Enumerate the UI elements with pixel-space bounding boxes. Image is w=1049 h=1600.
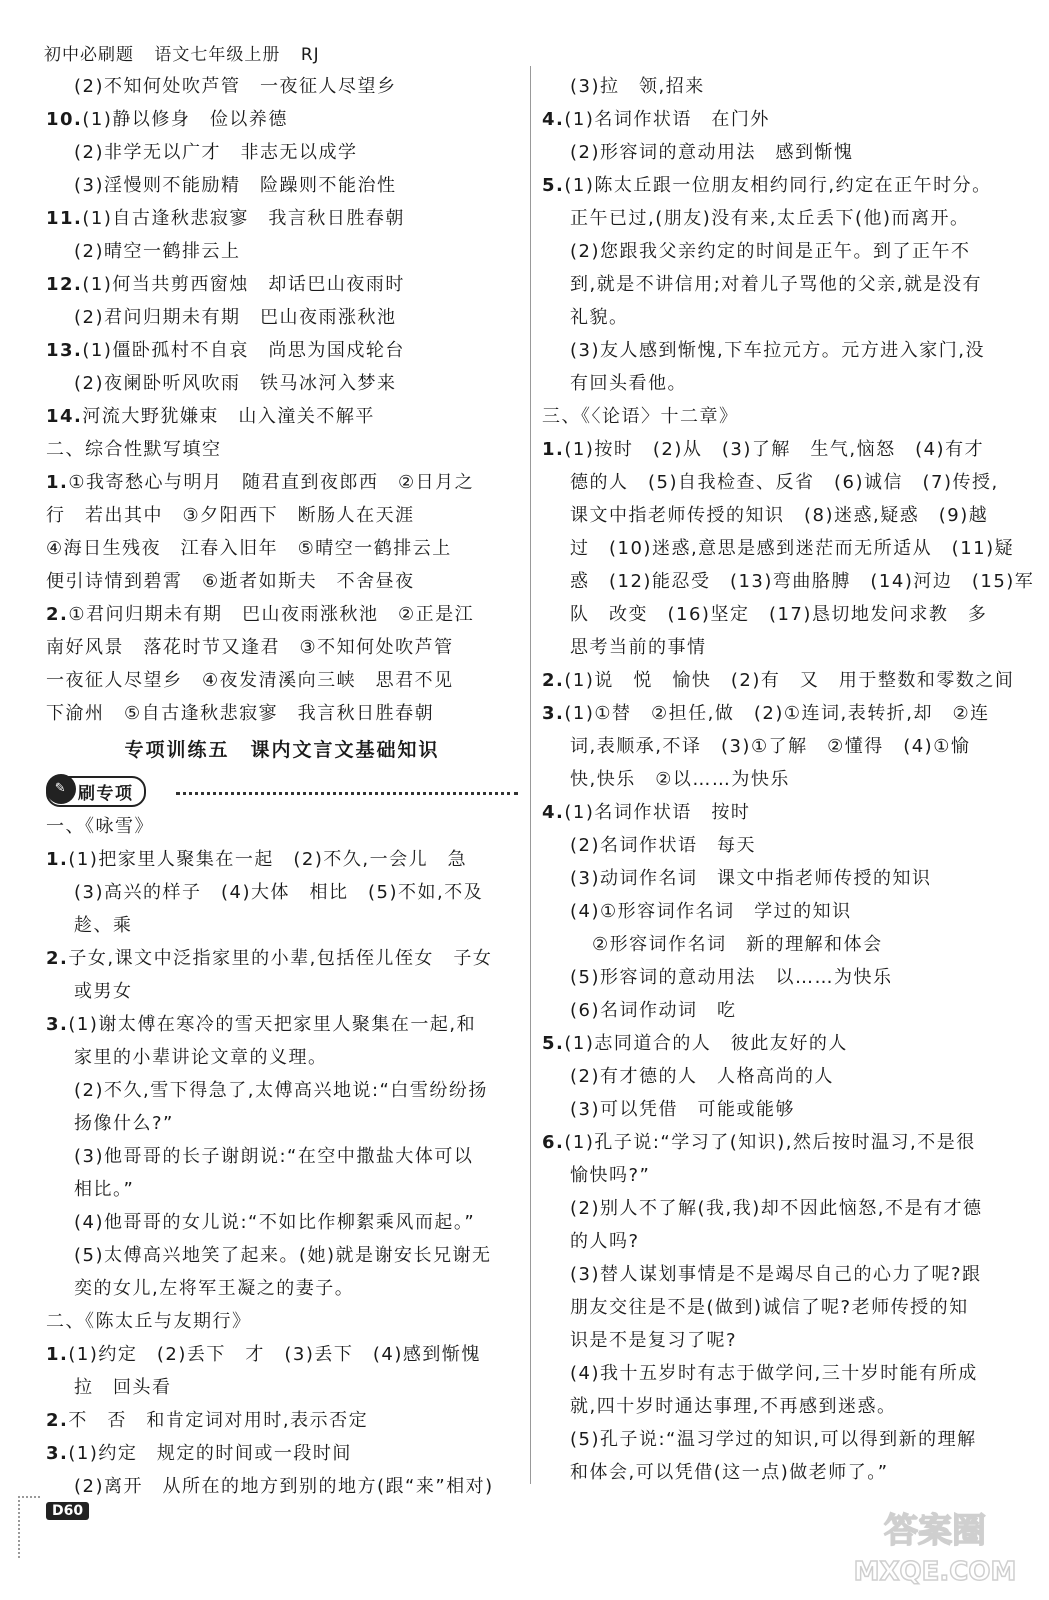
- page-number: D60: [46, 1502, 89, 1520]
- answer-text: 有回头看他。: [570, 373, 687, 394]
- question-number: 2.: [542, 670, 565, 691]
- answer-line: [46, 1239, 518, 1272]
- answer-line: [542, 1258, 1010, 1291]
- answer-line: [542, 367, 1010, 400]
- answer-text: 子女,课文中泛指家里的小辈,包括侄儿侄女 子女: [68, 948, 493, 969]
- answer-text: ④海日生残夜 江春入旧年 ⑤晴空一鹤排云上: [46, 538, 452, 559]
- answer-text: 家里的小辈讲论文章的义理。: [74, 1047, 328, 1068]
- answer-line: [542, 1324, 1010, 1357]
- answer-text: 队 改变 (16)坚定 (17)恳切地发问求教 多: [570, 604, 988, 625]
- answer-line: [46, 1338, 518, 1371]
- answer-line: [46, 565, 518, 598]
- answer-text: 便引诗情到碧霄 ⑥逝者如斯夫 不舍昼夜: [46, 571, 415, 592]
- watermark-logo: [835, 1500, 1035, 1590]
- question-number: 11.: [46, 208, 83, 229]
- answer-text: (2)不知何处吹芦管 一夜征人尽望乡: [74, 76, 397, 97]
- section-title: 专项训练五 课内文言文基础知识: [124, 739, 440, 761]
- answer-line: [46, 499, 518, 532]
- answer-line: [46, 1404, 518, 1437]
- answer-text: 到,就是不讲信用;对着儿子骂他的父亲,就是没有: [570, 274, 983, 295]
- question-number: 5.: [542, 175, 565, 196]
- answer-text: 一、《咏雪》: [46, 816, 154, 837]
- answer-text: (2)非学无以广才 非志无以成学: [74, 142, 358, 163]
- answer-text: (2)晴空一鹤排云上: [74, 241, 241, 262]
- answer-line: [46, 70, 518, 103]
- answer-line: [46, 598, 518, 631]
- question-number: 4.: [542, 109, 565, 130]
- answer-text: (1)僵卧孤村不自哀 尚思为国戍轮台: [82, 340, 405, 361]
- answer-text: (2)别人不了解(我,我)却不因此恼怒,不是有才德: [570, 1198, 983, 1219]
- answer-line: [46, 433, 518, 466]
- answer-text: (3)淫慢则不能励精 险躁则不能治性: [74, 175, 397, 196]
- answer-text: 二、综合性默写填空: [46, 439, 222, 460]
- section-badge-row: [46, 770, 518, 810]
- answer-text: 奕的女儿,左将军王凝之的妻子。: [74, 1278, 355, 1299]
- right-column: [542, 70, 1035, 1489]
- column-divider: [530, 66, 531, 1484]
- answer-line: [542, 301, 1010, 334]
- answer-text: (4)他哥哥的女儿说:“不如比作柳絮乘风而起。”: [74, 1212, 476, 1233]
- answer-line: [46, 334, 518, 367]
- answer-line: [46, 1173, 518, 1206]
- answer-text: (1)名词作状语 按时: [564, 802, 751, 823]
- brush-icon: ✎: [46, 774, 76, 804]
- dotted-rule: [176, 792, 518, 795]
- answer-text: (3)可以凭借 可能或能够: [570, 1099, 795, 1120]
- answer-line: [46, 1074, 518, 1107]
- answer-line: [46, 532, 518, 565]
- answer-line: [46, 1041, 518, 1074]
- answer-text: (3)友人感到惭愧,下车拉元方。元方进入家门,没: [570, 340, 985, 361]
- answer-line: [46, 1206, 518, 1239]
- answer-line: [542, 1291, 1010, 1324]
- question-number: 2.: [46, 948, 69, 969]
- answer-line: [542, 928, 1010, 961]
- answer-text: 和体会,可以凭借(这一点)做老师了。”: [570, 1462, 889, 1483]
- answer-line: [46, 843, 518, 876]
- answer-line: [542, 1390, 1010, 1423]
- answer-line: [542, 1357, 1010, 1390]
- answer-text: (2)名词作状语 每天: [570, 835, 756, 856]
- answer-line: [542, 400, 1010, 433]
- answer-line: [46, 367, 518, 400]
- edition-label: RJ: [300, 45, 320, 65]
- answer-text: (1)说 悦 愉快 (2)有 又 用于整数和零数之间: [564, 670, 1015, 691]
- answer-line: [46, 169, 518, 202]
- answer-text: 思考当前的事情: [570, 637, 707, 658]
- answer-line: [542, 433, 1010, 466]
- answer-text: 惑 (12)能忍受 (13)弯曲胳膊 (14)河边 (15)军: [570, 571, 1035, 592]
- section-badge: [46, 776, 146, 807]
- answer-text: 不 否 和肯定词对用时,表示否定: [68, 1410, 369, 1431]
- answer-text: ①君问归期未有期 巴山夜雨涨秋池 ②正是江: [68, 604, 475, 625]
- answer-text: (2)夜阑卧听风吹雨 铁马冰河入梦来: [74, 373, 397, 394]
- answer-line: [542, 70, 1010, 103]
- answer-line: [542, 1060, 1010, 1093]
- subject-name: 语文七年级上册: [154, 45, 281, 65]
- answer-line: [542, 1126, 1010, 1159]
- answer-text: 三、《〈论语〉十二章》: [542, 406, 739, 427]
- left-column: [46, 70, 518, 1503]
- answer-line: [46, 975, 518, 1008]
- answer-line: [542, 994, 1010, 1027]
- answer-line: [46, 697, 518, 730]
- answer-line: [542, 763, 1010, 796]
- answer-text: 愉快吗?”: [570, 1165, 651, 1186]
- answer-text: 行 若出其中 ③夕阳西下 断肠人在天涯: [46, 505, 415, 526]
- answer-line: [46, 942, 518, 975]
- answer-text: 南好风景 落花时节又逢君 ③不知何处吹芦管: [46, 637, 454, 658]
- answer-text: (3)拉 领,招来: [570, 76, 705, 97]
- answer-text: ①我寄愁心与明月 随君直到夜郎西 ②日月之: [68, 472, 475, 493]
- question-number: 13.: [46, 340, 83, 361]
- answer-text: (2)不久,雪下得急了,太傅高兴地说:“白雪纷纷扬: [74, 1080, 488, 1101]
- answer-line: [46, 1107, 518, 1140]
- answer-line: [46, 103, 518, 136]
- answer-text: (6)名词作动词 吃: [570, 1000, 737, 1021]
- answer-line: [542, 631, 1010, 664]
- answer-text: (5)太傅高兴地笑了起来。(她)就是谢安长兄谢无: [74, 1245, 492, 1266]
- answer-line: [542, 235, 1010, 268]
- answer-text: 过 (10)迷惑,意思是感到迷茫而无所适从 (11)疑: [570, 538, 1015, 559]
- question-number: 6.: [542, 1132, 565, 1153]
- answer-text: 的人吗?: [570, 1231, 640, 1252]
- answer-text: (5)形容词的意动用法 以……为快乐: [570, 967, 893, 988]
- answer-line: [542, 103, 1010, 136]
- answer-text: (2)形容词的意动用法 感到惭愧: [570, 142, 854, 163]
- answer-text: (1)陈太丘跟一位朋友相约同行,约定在正午时分。: [564, 175, 992, 196]
- question-number: 3.: [542, 703, 565, 724]
- answer-line: [542, 664, 1015, 697]
- answer-line: [542, 268, 1010, 301]
- answer-text: (4)我十五岁时有志于做学问,三十岁时能有所成: [570, 1363, 978, 1384]
- answer-line: [542, 862, 1010, 895]
- answer-text: (1)谢太傅在寒冷的雪天把家里人聚集在一起,和: [68, 1014, 477, 1035]
- svg-text:答案圈: 答案圈: [884, 1511, 986, 1551]
- answer-line: [542, 829, 1010, 862]
- answer-line: [542, 1159, 1010, 1192]
- answer-line: [46, 466, 518, 499]
- answer-text: 正午已过,(朋友)没有来,太丘丢下(他)而离开。: [570, 208, 970, 229]
- answer-text: (1)按时 (2)从 (3)了解 生气,恼怒 (4)有才: [564, 439, 985, 460]
- answer-line: [46, 631, 518, 664]
- answer-line: [542, 169, 1010, 202]
- question-number: 3.: [46, 1014, 69, 1035]
- answer-line: [46, 1272, 518, 1305]
- answer-line: [542, 598, 1010, 631]
- answer-text: 下渝州 ⑤自古逢秋悲寂寥 我言秋日胜春朝: [46, 703, 435, 724]
- answer-line: [542, 961, 1010, 994]
- answer-text: (1)何当共剪西窗烛 却话巴山夜雨时: [82, 274, 405, 295]
- answer-text: (1)孔子说:“学习了(知识),然后按时温习,不是很: [564, 1132, 976, 1153]
- answer-line: [542, 565, 1035, 598]
- answer-text: 礼貌。: [570, 307, 629, 328]
- svg-text:MXQE.COM: MXQE.COM: [853, 1557, 1017, 1587]
- answer-text: (3)替人谋划事情是不是竭尽自己的心力了呢?跟: [570, 1264, 982, 1285]
- answer-text: 快,快乐 ②以……为快乐: [570, 769, 790, 790]
- page-header: [44, 40, 334, 65]
- answer-line: [542, 466, 1010, 499]
- answer-line: [542, 136, 1010, 169]
- answer-line: [46, 268, 518, 301]
- answer-line: [542, 1456, 1010, 1489]
- answer-text: 一夜征人尽望乡 ④夜发清溪向三峡 思君不见: [46, 670, 454, 691]
- answer-text: 扬像什么?”: [74, 1113, 174, 1134]
- answer-line: [542, 334, 1010, 367]
- question-number: 12.: [46, 274, 83, 295]
- question-number: 1.: [46, 849, 69, 870]
- answer-line: [542, 202, 1010, 235]
- section-badge-label: 刷专项: [78, 784, 134, 804]
- answer-line: [46, 664, 518, 697]
- answer-line: [542, 730, 1010, 763]
- answer-line: [542, 499, 1010, 532]
- answer-line: [46, 1437, 518, 1470]
- answer-text: ②形容词作名词 新的理解和体会: [592, 934, 883, 955]
- answer-line: [542, 1093, 1010, 1126]
- answer-line: [542, 1027, 1010, 1060]
- answer-text: (1)约定 (2)丢下 才 (3)丢下 (4)感到惭愧: [68, 1344, 481, 1365]
- answer-line: [46, 810, 518, 843]
- question-number: 1.: [542, 439, 565, 460]
- corner-mark: [18, 1496, 40, 1558]
- answer-line: [46, 1008, 518, 1041]
- answer-line: [542, 895, 1010, 928]
- answer-text: 相比。”: [74, 1179, 135, 1200]
- answer-line: [542, 1192, 1010, 1225]
- answer-text: 词,表顺承,不译 (3)①了解 ②懂得 (4)①愉: [570, 736, 971, 757]
- question-number: 5.: [542, 1033, 565, 1054]
- question-number: 10.: [46, 109, 83, 130]
- question-number: 14.: [46, 406, 83, 427]
- answer-line: [46, 1140, 518, 1173]
- answer-text: 课文中指老师传授的知识 (8)迷惑,疑惑 (9)越: [570, 505, 989, 526]
- answer-line: [46, 301, 518, 334]
- answer-line: [46, 909, 518, 942]
- question-number: 2.: [46, 1410, 69, 1431]
- answer-line: [542, 1423, 1010, 1456]
- answer-text: (3)动词作名词 课文中指老师传授的知识: [570, 868, 932, 889]
- book-name: 初中必刷题: [44, 45, 134, 65]
- answer-text: (2)您跟我父亲约定的时间是正午。到了正午不: [570, 241, 971, 262]
- answer-text: (1)静以修身 俭以养德: [82, 109, 288, 130]
- answer-text: (5)孔子说:“温习学过的知识,可以得到新的理解: [570, 1429, 977, 1450]
- answer-text: 拉 回头看: [74, 1377, 172, 1398]
- answer-text: 趁、乘: [74, 915, 133, 936]
- answer-text: (1)把家里人聚集在一起 (2)不久,一会儿 急: [68, 849, 468, 870]
- answer-text: 朋友交往是不是(做到)诚信了呢?老师传授的知: [570, 1297, 969, 1318]
- answer-text: 二、《陈太丘与友期行》: [46, 1311, 252, 1332]
- answer-text: 识是不是复习了呢?: [570, 1330, 738, 1351]
- answer-text: (3)高兴的样子 (4)大体 相比 (5)不如,不及: [74, 882, 484, 903]
- answer-text: 就,四十岁时通达事理,不再感到迷惑。: [570, 1396, 897, 1417]
- answer-line: [46, 1305, 518, 1338]
- answer-line: [46, 1371, 518, 1404]
- answer-text: (2)离开 从所在的地方到别的地方(跟“来”相对): [74, 1476, 494, 1497]
- answer-text: (1)名词作状语 在门外: [564, 109, 770, 130]
- answer-text: 德的人 (5)自我检查、反省 (6)诚信 (7)传授,: [570, 472, 999, 493]
- answer-text: (1)约定 规定的时间或一段时间: [68, 1443, 352, 1464]
- answer-line: [46, 235, 518, 268]
- answer-text: (1)自古逢秋悲寂寥 我言秋日胜春朝: [82, 208, 405, 229]
- answer-line: [46, 1470, 518, 1503]
- answer-text: (3)他哥哥的长子谢朗说:“在空中撒盐大体可以: [74, 1146, 474, 1167]
- answer-line: [46, 400, 518, 433]
- answer-line: [46, 876, 518, 909]
- answer-text: (1)①替 ②担任,做 (2)①连词,表转折,却 ②连: [564, 703, 990, 724]
- answer-line: [542, 532, 1015, 565]
- question-number: 1.: [46, 1344, 69, 1365]
- answer-line: [542, 796, 1010, 829]
- answer-line: [46, 136, 518, 169]
- question-number: 3.: [46, 1443, 69, 1464]
- question-number: 1.: [46, 472, 69, 493]
- answer-text: 河流大野犹嫌束 山入潼关不解平: [82, 406, 375, 427]
- answer-text: (2)君问归期未有期 巴山夜雨涨秋池: [74, 307, 397, 328]
- answer-text: (1)志同道合的人 彼此友好的人: [564, 1033, 848, 1054]
- answer-text: (2)有才德的人 人格高尚的人: [570, 1066, 834, 1087]
- answer-line: [46, 202, 518, 235]
- question-number: 4.: [542, 802, 565, 823]
- answer-text: 或男女: [74, 981, 133, 1002]
- answer-text: (4)①形容词作名词 学过的知识: [570, 901, 852, 922]
- question-number: 2.: [46, 604, 69, 625]
- answer-line: [542, 697, 1010, 730]
- answer-line: [542, 1225, 1010, 1258]
